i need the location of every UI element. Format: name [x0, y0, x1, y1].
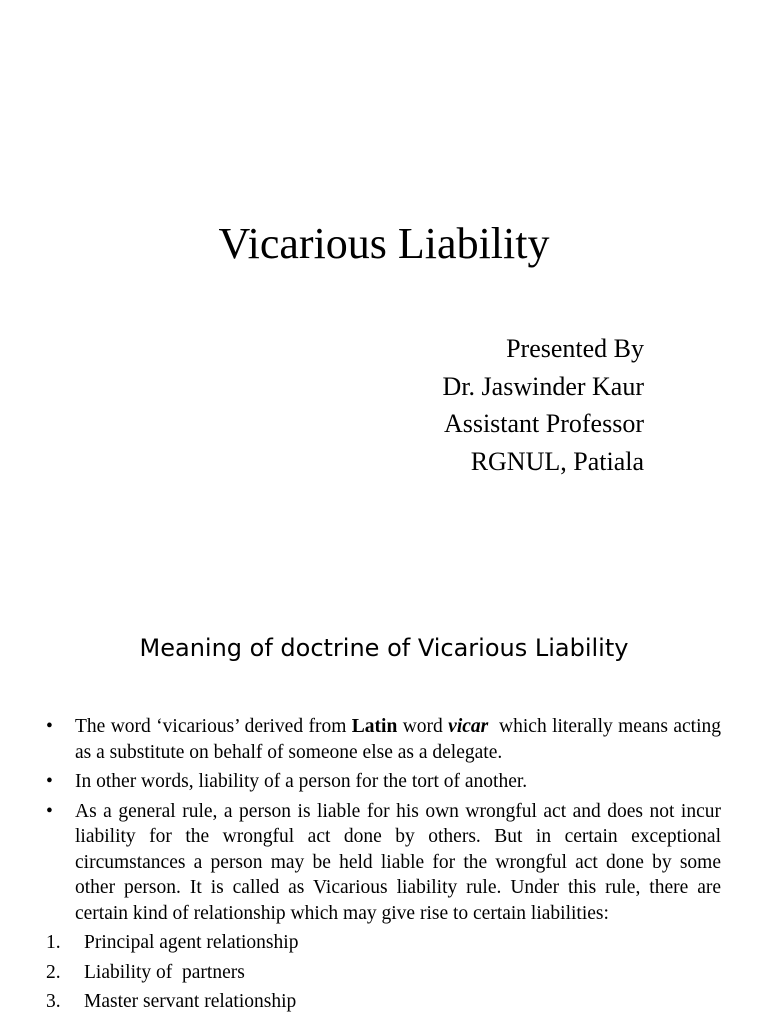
bullet-item	[46, 714, 726, 765]
bullet-item	[46, 799, 721, 927]
bullet-text: The word ‘vicarious’ derived from	[75, 716, 352, 737]
numbered-item-text: Master servant relationship	[84, 991, 297, 1012]
bullet-bold-italic-term: vicar	[448, 716, 489, 737]
slide-body	[46, 714, 726, 1019]
bullet-text: In other words, liability of a person for the tort of another.	[75, 771, 528, 792]
presenter-designation: Assistant Professor	[443, 409, 644, 438]
presenter-institution: RGNUL, Patiala	[470, 446, 644, 476]
bullet-text: word	[397, 716, 449, 737]
slide-title: Vicarious Liability	[218, 219, 550, 268]
presenter-line-1: Presented By	[506, 334, 644, 363]
bullet-text: As a general rule, a person is liable for his own wrongful act and does not incur liability for the wrongful act done by others. But in certain exceptional circumstances a person may be held liable for the wrongful act done by some other person. It is called as Vicarious liability rule. Under this rule, there are certain kind of relationship which may give rise to certain liabilities:	[75, 800, 721, 924]
slide-heading: Meaning of doctrine of Vicarious Liability	[139, 634, 629, 662]
item-number: 1.	[46, 932, 61, 953]
numbered-item-text: Liability of partners	[84, 961, 245, 983]
item-number: 2.	[46, 961, 61, 983]
content-slide	[0, 576, 768, 1024]
numbered-item-text: Principal agent relationship	[84, 932, 299, 953]
presenter-name: Dr. Jaswinder Kaur	[442, 371, 644, 401]
bullet-text: which literally means acting as a substitute on behalf of someone else as a delegate.	[75, 716, 726, 763]
item-number: 3.	[46, 991, 61, 1012]
numbered-item	[46, 960, 721, 986]
bullet-marker: •	[46, 716, 53, 737]
bullet-bold-term: Latin	[351, 716, 398, 737]
numbered-item	[46, 930, 721, 956]
numbered-item	[46, 989, 721, 1015]
bullet-marker: •	[46, 800, 53, 822]
bullet-marker: •	[46, 771, 53, 792]
bullet-item	[46, 769, 721, 795]
presenter-block	[443, 330, 644, 480]
